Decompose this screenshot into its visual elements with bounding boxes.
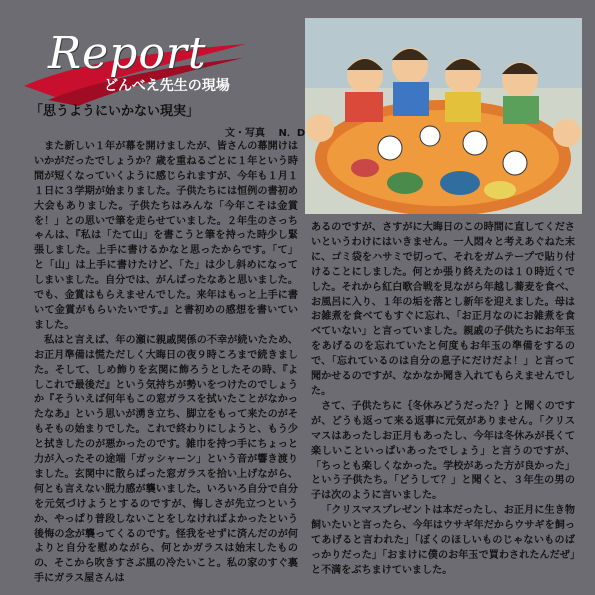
- paragraph: 「クリスマスプレゼントは本だったし、お正月に生き物飼いたいと言ったら、今年はウサギ年だからウサギを飼ってあげると言われた」「ぼくのほしいものじゃないものばっかりだった」「おまけに僕のお年玉で買わされたんだぜ」と不満をぶちまけていました。: [311, 505, 575, 576]
- paragraph: あるのですが、さすがに大晦日のこの時間に直してくださいというわけにはいきません。一人悶々と考えあぐねた末に、ゴミ袋をハサミで切って、それをガムテープで貼り付けることにしました。何とか張り終えたのは１０時近くでした。それから紅白歌合戦を見ながら年越し蕎麦を食べ、お風呂に入り、１年の垢を落とし新年を迎えました。母はお雑煮を食べてもすぐに忘れ、「お正月なのにお雑煮を食べていない」と言っていました。親戚の子供たちにお年玉をあげるのを忘れていたと何度もお年玉の準備をするので、「忘れているのは自分の息子にだけだよ！」と言って聞かせるのですが、なかなか聞き入れてもらえませんでした。: [311, 222, 575, 397]
- childrens-drawing-image: [305, 18, 582, 214]
- paragraph: また新しい１年が幕を開けましたが、皆さんの幕開けはいかがだったでしょうか？歳を重ねるごとに１年という時間が短くなっていくように感じられますが、今年も１月１１日に３学期が始まりました。子供たちには恒例の書初め大会もありました。子供たちはみんな「今年こそは金賞を！」との思いで筆を走らせていました。２年生のさっちゃんは、『私は「たて山」を書こうと筆を持った時少し緊張しました。上手に書けるかなと思ったからです。「て」と「山」は上手に書けたけど、「た」は少し斜めになってしまいました。自分では、がんばったなあと思いました。でも、金賞はもらえませんでした。来年はもっと上手に書いて金賞がもらいたいです。』と書初めの感想を書いていました。: [34, 141, 298, 331]
- paragraph: さて、子供たちに｛冬休みどうだった？｝と聞くのですが、どうも返って来る返事に元気がありません。「クリスマスはあったしお正月もあったし、今年は冬休みが長くて楽しいこといっぱいあったでしょう」と言うのですが、「ちっとも楽しくなかった。学校があった方が良かった」という子供たち。「どうして？」と聞くと、３年生の男の子は次のように言いました。: [311, 400, 575, 502]
- article-column-right: [311, 221, 575, 579]
- report-logo: Report: [48, 28, 207, 79]
- article-byline: 文・写真 N．D: [225, 128, 306, 139]
- article-column-left: [34, 140, 298, 587]
- paragraph: 私はと言えば、年の瀬に親戚関係の不幸が続いたため、お正月準備は慌ただしく大晦日の夜９時ころまで続きました。そして、しめ飾りを玄関に飾ろうとしたその時、『よしこれで最後だ』という気持ちが勢いをつけたのでしょうか『そういえば何年もこの窓ガラスを拭いたことがなかったなあ』という思いが湧き立ち、脚立をもって来たのがそもそもの始まりでした。これで終わりにしようと、もう少と拭きしたのが悪かったのです。雑巾を持つ手にちょっと力が入ったその途端「ガッシャーン」という音が響き渡りました。玄関中に散らばった窓ガラスを拾い上げながら、何とも言えない脱力感が襲いました。いろいろ自分で自分を元気づけようとするのですが、悔しさが先立つというか、やっぱり普段しないことをしなければよかったという後悔の念が襲ってくるのです。怪我をせずに済んだのが何よりと自分を慰めながら、何とかガラスは始末したものの、そこから吹きすさぶ風の冷たいこと。私の家のすぐ裏手にガラス屋さんは: [34, 334, 298, 585]
- article-title: 「思うようにいかない現実」: [30, 104, 200, 119]
- column-subtitle: どんべえ先生の現場: [104, 78, 230, 94]
